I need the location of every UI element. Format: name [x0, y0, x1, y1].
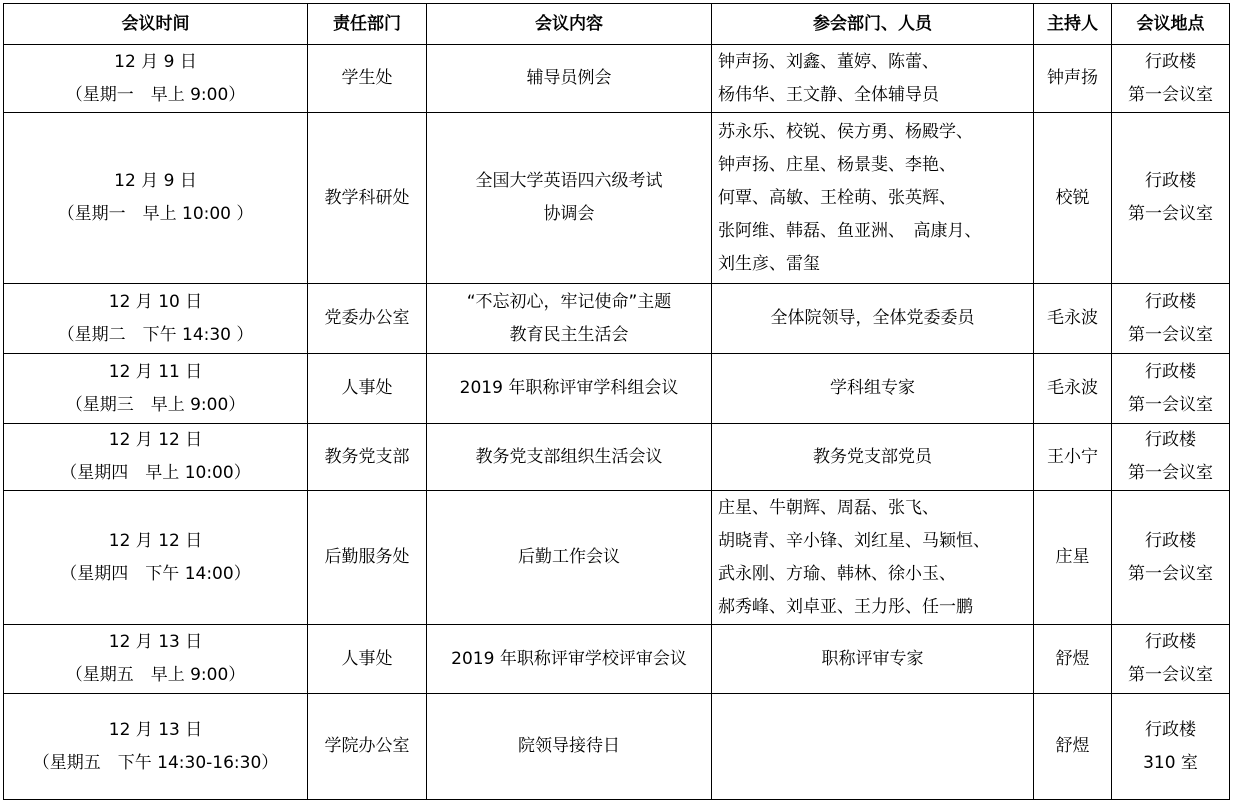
meeting-weekday-time: （星期三 早上 9:00）	[65, 394, 246, 415]
meeting-time-cell	[4, 694, 308, 800]
meeting-weekday-time: （星期五 早上 9:00）	[65, 665, 246, 685]
meeting-time-cell	[4, 424, 308, 491]
meeting-time-cell	[4, 45, 308, 113]
host-cell: 舒煜	[1034, 694, 1112, 800]
host-cell: 王小宁	[1034, 424, 1112, 491]
participants-cell: 职称评审专家	[712, 625, 1034, 694]
participants-cell: 全体院领导，全体党委委员	[712, 284, 1034, 354]
participants-cell: 学科组专家	[712, 354, 1034, 424]
content-cell	[427, 284, 712, 354]
header-dept: 责任部门	[308, 4, 427, 45]
host-cell: 钟声扬	[1034, 45, 1112, 113]
meeting-weekday-time: （星期四 下午 14:00）	[60, 563, 251, 584]
table-row	[4, 113, 1230, 284]
location-building: 行政楼	[1145, 171, 1196, 191]
table-row	[4, 354, 1230, 424]
meeting-weekday-time: （星期二 下午 14:30 ）	[57, 324, 254, 345]
content-line-2: 协调会	[543, 204, 595, 224]
dept-cell: 人事处	[308, 354, 427, 424]
dept-cell: 党委办公室	[308, 284, 427, 354]
location-building: 行政楼	[1145, 530, 1196, 551]
meeting-weekday-time: （星期四 早上 10:00）	[60, 463, 251, 483]
content-line-1: 2019 年职称评审学校评审会议	[451, 648, 687, 669]
location-building: 行政楼	[1145, 291, 1196, 312]
meeting-date: 12 月 12 日	[108, 430, 203, 450]
table-body	[4, 45, 1230, 800]
meeting-date: 12 月 11 日	[108, 361, 203, 382]
content-cell	[427, 694, 712, 800]
location-cell	[1112, 694, 1230, 800]
participants-cell: 庄星、牛朝辉、周磊、张飞、 胡晓青、辛小锋、刘红星、马颖恒、 武永刚、方瑜、韩林、徐小玉、 郝秀峰、刘卓亚、王力彤、任一鹏	[712, 491, 1034, 625]
meeting-date: 12 月 9 日	[114, 51, 197, 72]
meeting-time-cell	[4, 354, 308, 424]
table-row	[4, 625, 1230, 694]
table-row	[4, 45, 1230, 113]
table-row	[4, 694, 1230, 800]
participants-cell: 教务党支部党员	[712, 424, 1034, 491]
meeting-time-cell	[4, 113, 308, 284]
dept-cell: 后勤服务处	[308, 491, 427, 625]
location-building: 行政楼	[1145, 632, 1196, 652]
content-line-1: 院领导接待日	[518, 736, 620, 756]
location-room: 310 室	[1143, 752, 1198, 773]
content-line-1: 2019 年职称评审学科组会议	[459, 378, 679, 398]
host-cell: 庄星	[1034, 491, 1112, 625]
meeting-schedule-table	[3, 3, 1230, 800]
meeting-time-cell	[4, 625, 308, 694]
meeting-weekday-time: （星期一 早上 10:00 ）	[57, 204, 254, 224]
location-room: 第一会议室	[1128, 84, 1213, 105]
meeting-weekday-time: （星期五 下午 14:30-16:30）	[32, 752, 279, 773]
location-building: 行政楼	[1145, 430, 1196, 450]
location-building: 行政楼	[1145, 51, 1196, 72]
content-line-1: 后勤工作会议	[518, 547, 620, 567]
meeting-date: 12 月 9 日	[114, 171, 197, 191]
table-row	[4, 284, 1230, 354]
location-cell	[1112, 491, 1230, 625]
dept-cell: 人事处	[308, 625, 427, 694]
table-header	[4, 4, 1230, 45]
meeting-date: 12 月 10 日	[108, 291, 203, 312]
location-cell	[1112, 284, 1230, 354]
content-cell	[427, 491, 712, 625]
header-location: 会议地点	[1112, 4, 1230, 45]
header-content: 会议内容	[427, 4, 712, 45]
header-time: 会议时间	[4, 4, 308, 45]
location-cell	[1112, 625, 1230, 694]
participants-cell: 钟声扬、刘鑫、董婷、陈蕾、 杨伟华、王文静、全体辅导员	[712, 45, 1034, 113]
host-cell: 校锐	[1034, 113, 1112, 284]
host-cell: 毛永波	[1034, 354, 1112, 424]
meeting-date: 12 月 13 日	[108, 632, 203, 652]
location-room: 第一会议室	[1128, 394, 1213, 415]
participants-cell	[712, 694, 1034, 800]
content-line-1: “不忘初心，牢记使命”主题	[466, 291, 672, 312]
location-cell	[1112, 424, 1230, 491]
content-line-1: 辅导员例会	[526, 68, 612, 88]
location-building: 行政楼	[1145, 361, 1196, 382]
location-room: 第一会议室	[1128, 665, 1213, 685]
location-room: 第一会议室	[1128, 324, 1213, 345]
meeting-date: 12 月 13 日	[108, 719, 203, 740]
meeting-time-cell	[4, 284, 308, 354]
content-line-1: 全国大学英语四六级考试	[475, 171, 663, 191]
dept-cell: 学院办公室	[308, 694, 427, 800]
participants-cell: 苏永乐、校锐、侯方勇、杨殿学、 钟声扬、庄星、杨景斐、李艳、 何覃、高敏、王栓萌、张英辉、 张阿维、韩磊、鱼亚洲、 高康月、 刘生彦、雷玺	[712, 113, 1034, 284]
dept-cell: 教务党支部	[308, 424, 427, 491]
meeting-weekday-time: （星期一 早上 9:00）	[65, 84, 246, 105]
content-cell	[427, 113, 712, 284]
dept-cell: 教学科研处	[308, 113, 427, 284]
host-cell: 舒煜	[1034, 625, 1112, 694]
meeting-time-cell	[4, 491, 308, 625]
content-line-1: 教务党支部组织生活会议	[475, 446, 663, 467]
content-cell	[427, 424, 712, 491]
table-row	[4, 424, 1230, 491]
content-cell	[427, 625, 712, 694]
dept-cell: 学生处	[308, 45, 427, 113]
location-cell	[1112, 45, 1230, 113]
location-building: 行政楼	[1145, 719, 1196, 740]
header-host: 主持人	[1034, 4, 1112, 45]
location-room: 第一会议室	[1128, 463, 1213, 483]
table-row	[4, 491, 1230, 625]
content-cell	[427, 45, 712, 113]
header-row	[4, 4, 1230, 45]
content-line-2: 教育民主生活会	[509, 324, 629, 345]
content-cell	[427, 354, 712, 424]
location-cell	[1112, 113, 1230, 284]
meeting-date: 12 月 12 日	[108, 530, 203, 551]
location-room: 第一会议室	[1128, 204, 1213, 224]
header-participants: 参会部门、人员	[712, 4, 1034, 45]
location-room: 第一会议室	[1128, 563, 1213, 584]
location-cell	[1112, 354, 1230, 424]
host-cell: 毛永波	[1034, 284, 1112, 354]
